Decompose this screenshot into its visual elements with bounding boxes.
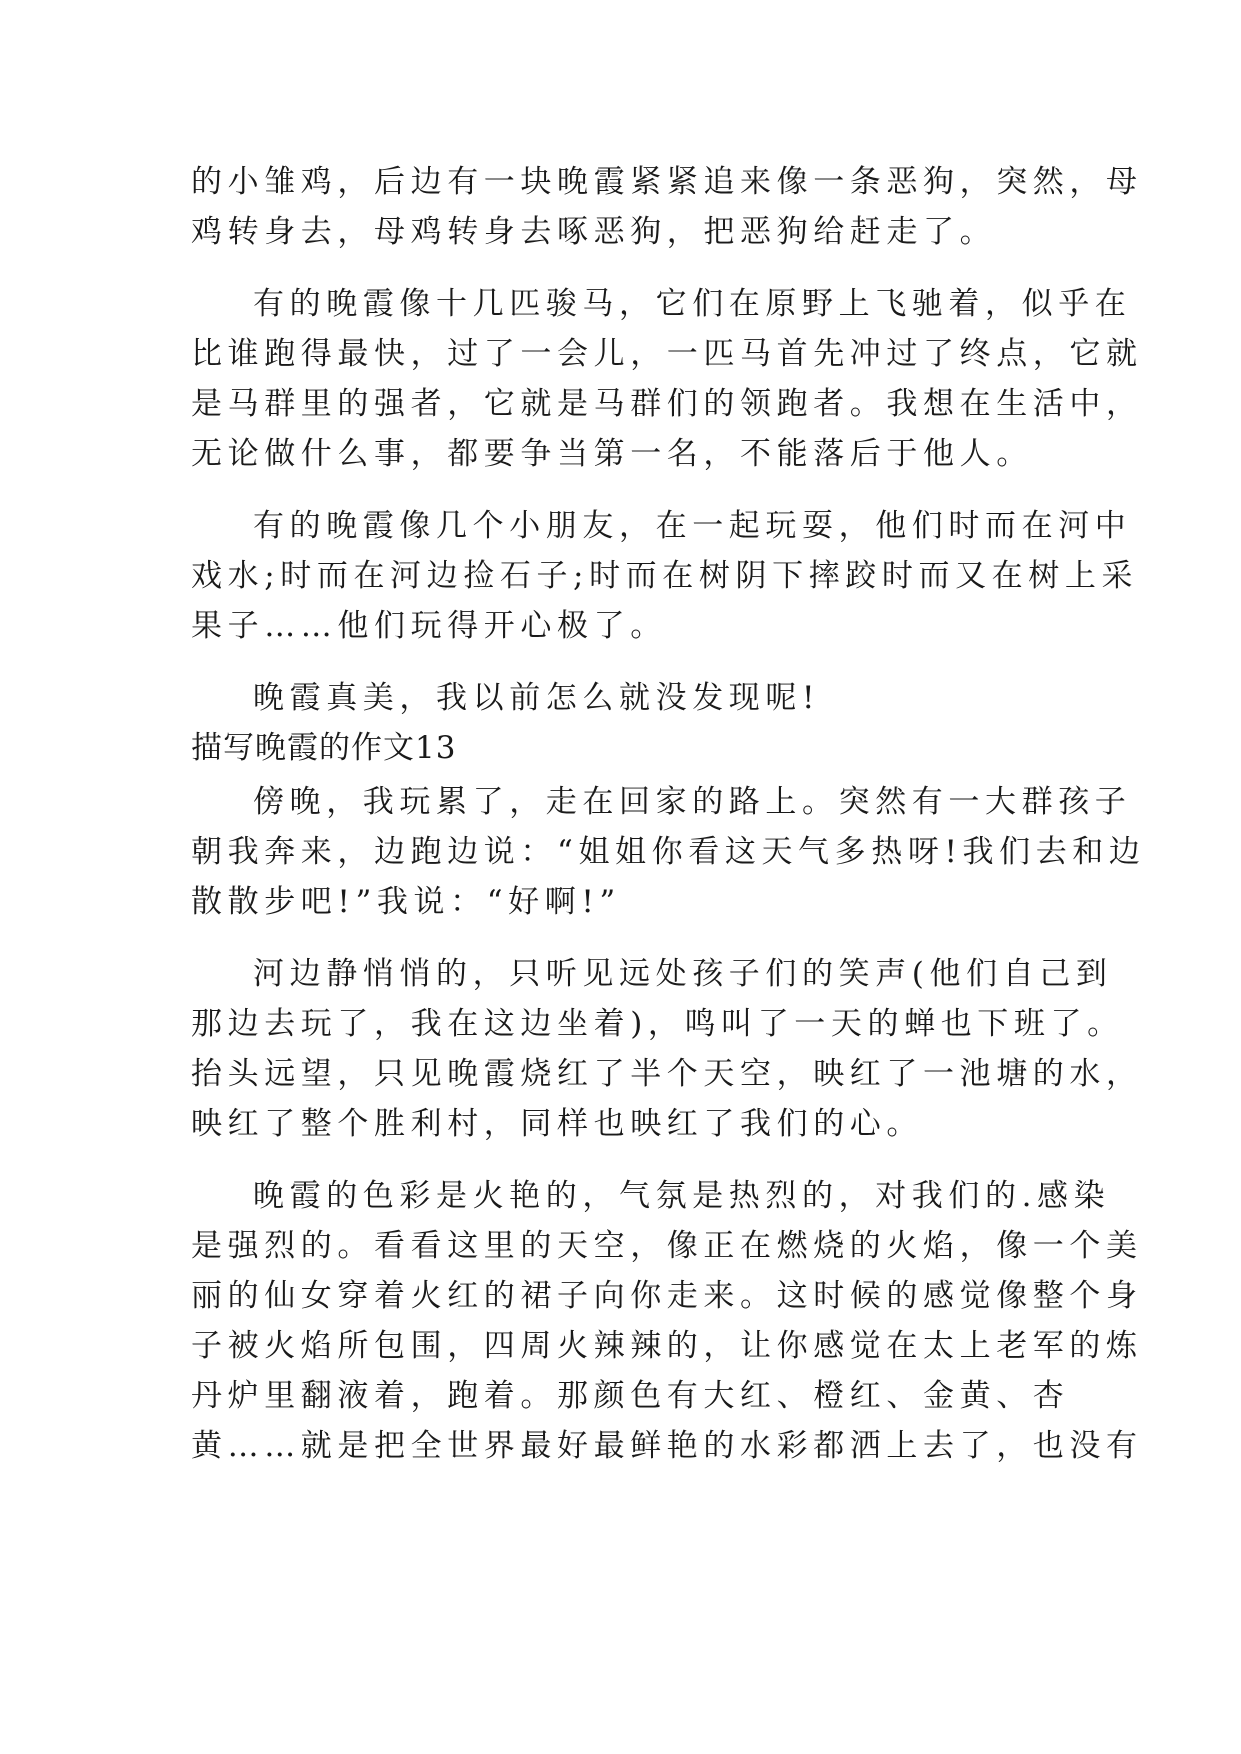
text-line: 那边去玩了，我在这边坐着)，鸣叫了一天的蝉也下班了。 — [191, 1006, 1124, 1042]
text-line: 是马群里的强者，它就是马群们的领跑者。我想在生活中， — [191, 386, 1143, 422]
text-line: 映红了整个胜利村，同样也映红了我们的心。 — [191, 1106, 923, 1142]
text-line: 抬头远望，只见晚霞烧红了半个天空，映红了一池塘的水， — [191, 1056, 1143, 1092]
paragraph-start-line: 河边静悄悄的，只听见远处孩子们的笑声(他们自己到 — [253, 956, 1113, 992]
text-line: 无论做什么事，都要争当第一名，不能落后于他人。 — [191, 436, 1033, 472]
text-line: 丽的仙女穿着火红的裙子向你走来。这时候的感觉像整个身 — [191, 1278, 1143, 1314]
text-line: 的小雏鸡，后边有一块晚霞紧紧追来像一条恶狗，突然，母 — [191, 164, 1143, 200]
text-line: 散散步吧!”我说：“好啊!” — [191, 884, 621, 920]
text-line: 戏水;时而在河边捡石子;时而在树阴下摔跤时而又在树上采 — [191, 558, 1139, 594]
paragraph-start-line: 晚霞的色彩是火艳的，气氛是热烈的，对我们的.感染 — [253, 1178, 1111, 1214]
text-line: 黄……就是把全世界最好最鲜艳的水彩都洒上去了，也没有 — [191, 1428, 1143, 1464]
paragraph-start-line: 傍晚，我玩累了，走在回家的路上。突然有一大群孩子 — [253, 784, 1132, 820]
text-line: 朝我奔来，边跑边说：“姐姐你看这天气多热呀!我们去和边 — [191, 834, 1146, 870]
section-heading: 描写晚霞的作文13 — [191, 730, 457, 766]
text-line: 比谁跑得最快，过了一会儿，一匹马首先冲过了终点，它就 — [191, 336, 1143, 372]
text-line: 子被火焰所包围，四周火辣辣的，让你感觉在太上老军的炼 — [191, 1328, 1143, 1364]
paragraph-start-line: 晚霞真美，我以前怎么就没发现呢! — [253, 680, 821, 716]
text-line: 果子……他们玩得开心极了。 — [191, 608, 667, 644]
text-line: 是强烈的。看看这里的天空，像正在燃烧的火焰，像一个美 — [191, 1228, 1143, 1264]
paragraph-start-line: 有的晚霞像十几匹骏马，它们在原野上飞驰着，似乎在 — [253, 286, 1132, 322]
paragraph-start-line: 有的晚霞像几个小朋友，在一起玩耍，他们时而在河中 — [253, 508, 1132, 544]
text-line: 丹炉里翻液着，跑着。那颜色有大红、橙红、金黄、杏 — [191, 1378, 1070, 1414]
text-line: 鸡转身去，母鸡转身去啄恶狗，把恶狗给赶走了。 — [191, 214, 997, 250]
